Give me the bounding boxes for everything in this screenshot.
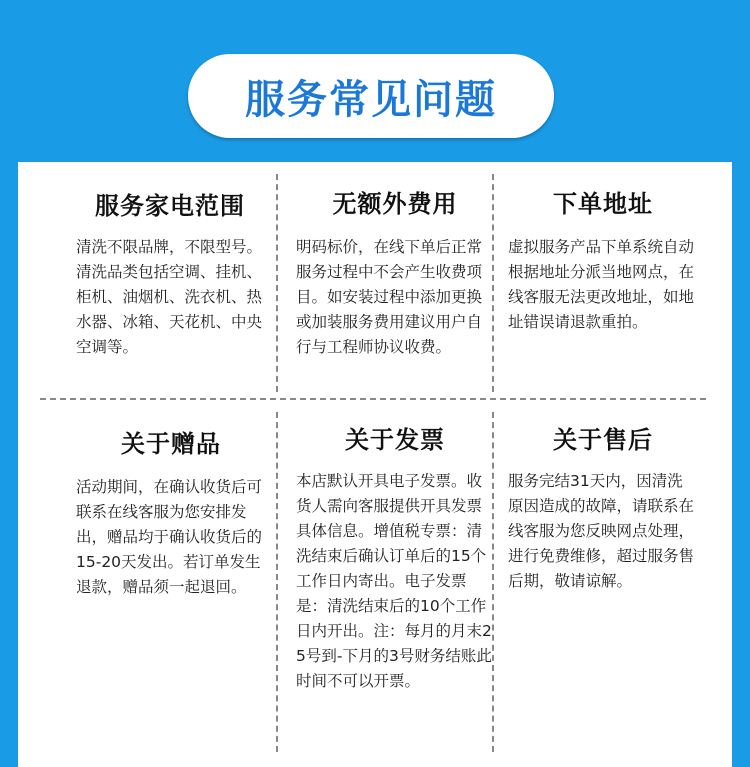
faq-title: 关于售后	[553, 426, 653, 454]
faq-title: 关于发票	[345, 426, 445, 454]
page-title: 服务常见问题	[245, 76, 497, 123]
divider	[492, 174, 494, 392]
faq-item-service-range	[76, 186, 264, 360]
faq-item-after-sales	[508, 420, 698, 594]
faq-item-invoice	[296, 420, 494, 694]
faq-title: 服务家电范围	[95, 192, 245, 220]
faq-title: 下单地址	[553, 190, 653, 218]
faq-body: 清洗不限品牌，不限型号。清洗品类包括空调、挂机、柜机、油烟机、洗衣机、热水器、冰箱、天花机、中央空调等。	[76, 238, 263, 356]
faq-item-gifts	[76, 424, 266, 600]
divider	[40, 398, 706, 400]
faq-body: 明码标价，在线下单后正常服务过程中不会产生收费项目。如安装过程中添加更换或加装服务费用建议用户自行与工程师协议收费。	[296, 238, 483, 356]
faq-body: 活动期间，在确认收货后可联系在线客服为您安排发出，赠品均于确认收货后的15-20天发出。若订单发生退款，赠品须一起退回。	[76, 478, 263, 596]
title-banner	[188, 54, 554, 138]
faq-panel	[18, 162, 732, 767]
faq-item-no-extra-fee	[296, 184, 494, 360]
faq-item-order-address	[508, 184, 698, 335]
faq-title: 无额外费用	[332, 190, 458, 218]
divider	[276, 174, 278, 392]
faq-body: 本店默认开具电子发票。收货人需向客服提供开具发票具体信息。增值税专票：清洗结束后确认订单后的15个工作日内寄出。电子发票是：清洗结束后的10个工作日内开出。注：每月的月末25号到-下月的3号财务结账此时间不可以开票。	[296, 472, 492, 690]
divider	[492, 412, 494, 752]
divider	[276, 412, 278, 752]
faq-body: 服务完结31天内，因清洗原因造成的故障，请联系在线客服为您反映网点处理，进行免费维修，超过服务售后期，敬请谅解。	[508, 472, 695, 590]
faq-title: 关于赠品	[121, 430, 221, 458]
faq-body: 虚拟服务产品下单系统自动根据地址分派当地网点，在线客服无法更改地址，如地址错误请退款重拍。	[508, 238, 695, 331]
